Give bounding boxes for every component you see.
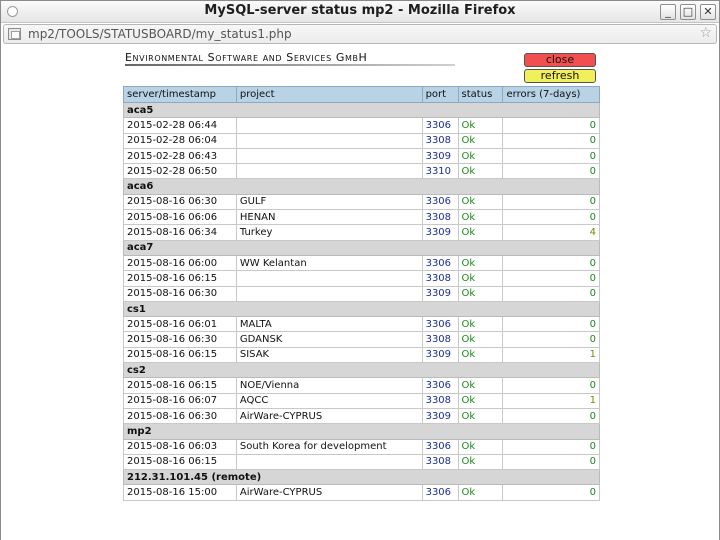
- status-cell: Ok: [458, 378, 503, 393]
- bookmark-star-icon[interactable]: ☆: [699, 25, 712, 41]
- timestamp-cell: 2015-08-16 06:01: [124, 317, 237, 332]
- errors-cell: 0: [503, 454, 600, 469]
- timestamp-cell: 2015-08-16 06:15: [124, 454, 237, 469]
- table-header-row: [124, 87, 600, 103]
- errors-cell: 0: [503, 133, 600, 148]
- minimize-button[interactable]: _: [660, 4, 676, 20]
- port-cell: 3309: [422, 225, 458, 240]
- server-group-row: [124, 363, 600, 378]
- timestamp-cell: 2015-02-28 06:04: [124, 133, 237, 148]
- port-cell: 3306: [422, 378, 458, 393]
- port-cell: 3308: [422, 454, 458, 469]
- project-cell: SISAK: [236, 347, 422, 362]
- company-name: Environmental Software and Services GmbH: [125, 51, 368, 64]
- timestamp-cell: 2015-08-16 06:30: [124, 286, 237, 301]
- status-cell: Ok: [458, 255, 503, 270]
- errors-cell: 1: [503, 347, 600, 362]
- timestamp-cell: 2015-08-16 06:06: [124, 210, 237, 225]
- errors-cell: 0: [503, 255, 600, 270]
- server-group-row: [124, 103, 600, 118]
- timestamp-cell: 2015-08-16 06:07: [124, 393, 237, 408]
- project-cell: GDANSK: [236, 332, 422, 347]
- server-name: aca7: [124, 240, 600, 255]
- status-cell: Ok: [458, 347, 503, 362]
- errors-cell: 0: [503, 164, 600, 179]
- table-row: [124, 485, 600, 500]
- errors-cell: 1: [503, 393, 600, 408]
- timestamp-cell: 2015-08-16 06:30: [124, 332, 237, 347]
- timestamp-cell: 2015-08-16 06:15: [124, 271, 237, 286]
- address-bar[interactable]: [3, 24, 717, 44]
- port-cell: 3309: [422, 347, 458, 362]
- server-name: aca5: [124, 103, 600, 118]
- port-cell: 3309: [422, 148, 458, 163]
- table-row: [124, 194, 600, 209]
- server-group-row: [124, 179, 600, 194]
- project-cell: [236, 148, 422, 163]
- server-status-table: [123, 86, 600, 501]
- project-cell: [236, 118, 422, 133]
- table-row: [124, 118, 600, 133]
- table-row: [124, 255, 600, 270]
- table-row: [124, 378, 600, 393]
- errors-cell: 0: [503, 317, 600, 332]
- port-cell: 3308: [422, 133, 458, 148]
- status-cell: Ok: [458, 332, 503, 347]
- errors-cell: 0: [503, 439, 600, 454]
- status-cell: Ok: [458, 118, 503, 133]
- column-header-status: status: [458, 87, 503, 103]
- errors-cell: 4: [503, 225, 600, 240]
- project-cell: HENAN: [236, 210, 422, 225]
- column-header-errors: errors (7-days): [503, 87, 600, 103]
- status-cell: Ok: [458, 148, 503, 163]
- status-cell: Ok: [458, 286, 503, 301]
- status-cell: Ok: [458, 485, 503, 500]
- port-cell: 3306: [422, 255, 458, 270]
- status-cell: Ok: [458, 133, 503, 148]
- page-content: [1, 45, 719, 540]
- timestamp-cell: 2015-02-28 06:43: [124, 148, 237, 163]
- project-cell: [236, 454, 422, 469]
- project-cell: South Korea for development: [236, 439, 422, 454]
- errors-cell: 0: [503, 286, 600, 301]
- port-cell: 3306: [422, 194, 458, 209]
- port-cell: 3306: [422, 118, 458, 133]
- project-cell: GULF: [236, 194, 422, 209]
- errors-cell: 0: [503, 378, 600, 393]
- column-header-project: project: [236, 87, 422, 103]
- timestamp-cell: 2015-08-16 06:30: [124, 194, 237, 209]
- status-cell: Ok: [458, 164, 503, 179]
- timestamp-cell: 2015-08-16 06:15: [124, 378, 237, 393]
- timestamp-cell: 2015-08-16 15:00: [124, 485, 237, 500]
- table-row: [124, 225, 600, 240]
- project-cell: Turkey: [236, 225, 422, 240]
- company-underline: [125, 64, 455, 66]
- close-window-button[interactable]: ✕: [700, 4, 716, 20]
- timestamp-cell: 2015-08-16 06:30: [124, 408, 237, 423]
- port-cell: 3306: [422, 439, 458, 454]
- status-cell: Ok: [458, 225, 503, 240]
- timestamp-cell: 2015-02-28 06:50: [124, 164, 237, 179]
- server-name: 212.31.101.45 (remote): [124, 470, 600, 485]
- refresh-button[interactable]: refresh: [524, 69, 596, 83]
- table-row: [124, 439, 600, 454]
- server-group-row: [124, 240, 600, 255]
- status-cell: Ok: [458, 210, 503, 225]
- timestamp-cell: 2015-08-16 06:03: [124, 439, 237, 454]
- port-cell: 3308: [422, 271, 458, 286]
- server-group-row: [124, 301, 600, 316]
- errors-cell: 0: [503, 194, 600, 209]
- status-cell: Ok: [458, 271, 503, 286]
- table-body: [124, 103, 600, 501]
- project-cell: AirWare-CYPRUS: [236, 485, 422, 500]
- errors-cell: 0: [503, 485, 600, 500]
- table-row: [124, 317, 600, 332]
- port-cell: 3308: [422, 393, 458, 408]
- server-name: aca6: [124, 179, 600, 194]
- close-button[interactable]: close: [524, 53, 596, 67]
- status-cell: Ok: [458, 317, 503, 332]
- table-row: [124, 454, 600, 469]
- server-name: cs2: [124, 363, 600, 378]
- table-row: [124, 133, 600, 148]
- status-cell: Ok: [458, 393, 503, 408]
- maximize-button[interactable]: □: [680, 4, 696, 20]
- window-title: MySQL-server status mp2 - Mozilla Firefox: [204, 3, 516, 18]
- errors-cell: 0: [503, 148, 600, 163]
- status-cell: Ok: [458, 439, 503, 454]
- port-cell: 3309: [422, 408, 458, 423]
- table-row: [124, 210, 600, 225]
- table-row: [124, 393, 600, 408]
- port-cell: 3310: [422, 164, 458, 179]
- server-name: cs1: [124, 301, 600, 316]
- port-cell: 3306: [422, 485, 458, 500]
- column-header-server-timestamp: server/timestamp: [124, 87, 237, 103]
- timestamp-cell: 2015-02-28 06:44: [124, 118, 237, 133]
- port-cell: 3308: [422, 210, 458, 225]
- port-cell: 3306: [422, 317, 458, 332]
- table-row: [124, 148, 600, 163]
- project-cell: [236, 164, 422, 179]
- port-cell: 3309: [422, 286, 458, 301]
- status-cell: Ok: [458, 454, 503, 469]
- server-name: mp2: [124, 424, 600, 439]
- status-cell: Ok: [458, 194, 503, 209]
- project-cell: [236, 133, 422, 148]
- status-cell: Ok: [458, 408, 503, 423]
- timestamp-cell: 2015-08-16 06:00: [124, 255, 237, 270]
- project-cell: [236, 271, 422, 286]
- project-cell: AirWare-CYPRUS: [236, 408, 422, 423]
- errors-cell: 0: [503, 332, 600, 347]
- timestamp-cell: 2015-08-16 06:15: [124, 347, 237, 362]
- project-cell: AQCC: [236, 393, 422, 408]
- table-row: [124, 408, 600, 423]
- errors-cell: 0: [503, 210, 600, 225]
- timestamp-cell: 2015-08-16 06:34: [124, 225, 237, 240]
- project-cell: [236, 286, 422, 301]
- port-cell: 3308: [422, 332, 458, 347]
- project-cell: NOE/Vienna: [236, 378, 422, 393]
- server-group-row: [124, 424, 600, 439]
- errors-cell: 0: [503, 118, 600, 133]
- table-row: [124, 271, 600, 286]
- table-row: [124, 332, 600, 347]
- project-cell: MALTA: [236, 317, 422, 332]
- errors-cell: 0: [503, 271, 600, 286]
- project-cell: WW Kelantan: [236, 255, 422, 270]
- errors-cell: 0: [503, 408, 600, 423]
- table-row: [124, 347, 600, 362]
- table-row: [124, 286, 600, 301]
- server-group-row: [124, 470, 600, 485]
- title-bar: [1, 1, 719, 23]
- url-text[interactable]: mp2/TOOLS/STATUSBOARD/my_status1.php: [28, 27, 292, 41]
- page-icon: [8, 28, 21, 40]
- table-row: [124, 164, 600, 179]
- column-header-port: port: [422, 87, 458, 103]
